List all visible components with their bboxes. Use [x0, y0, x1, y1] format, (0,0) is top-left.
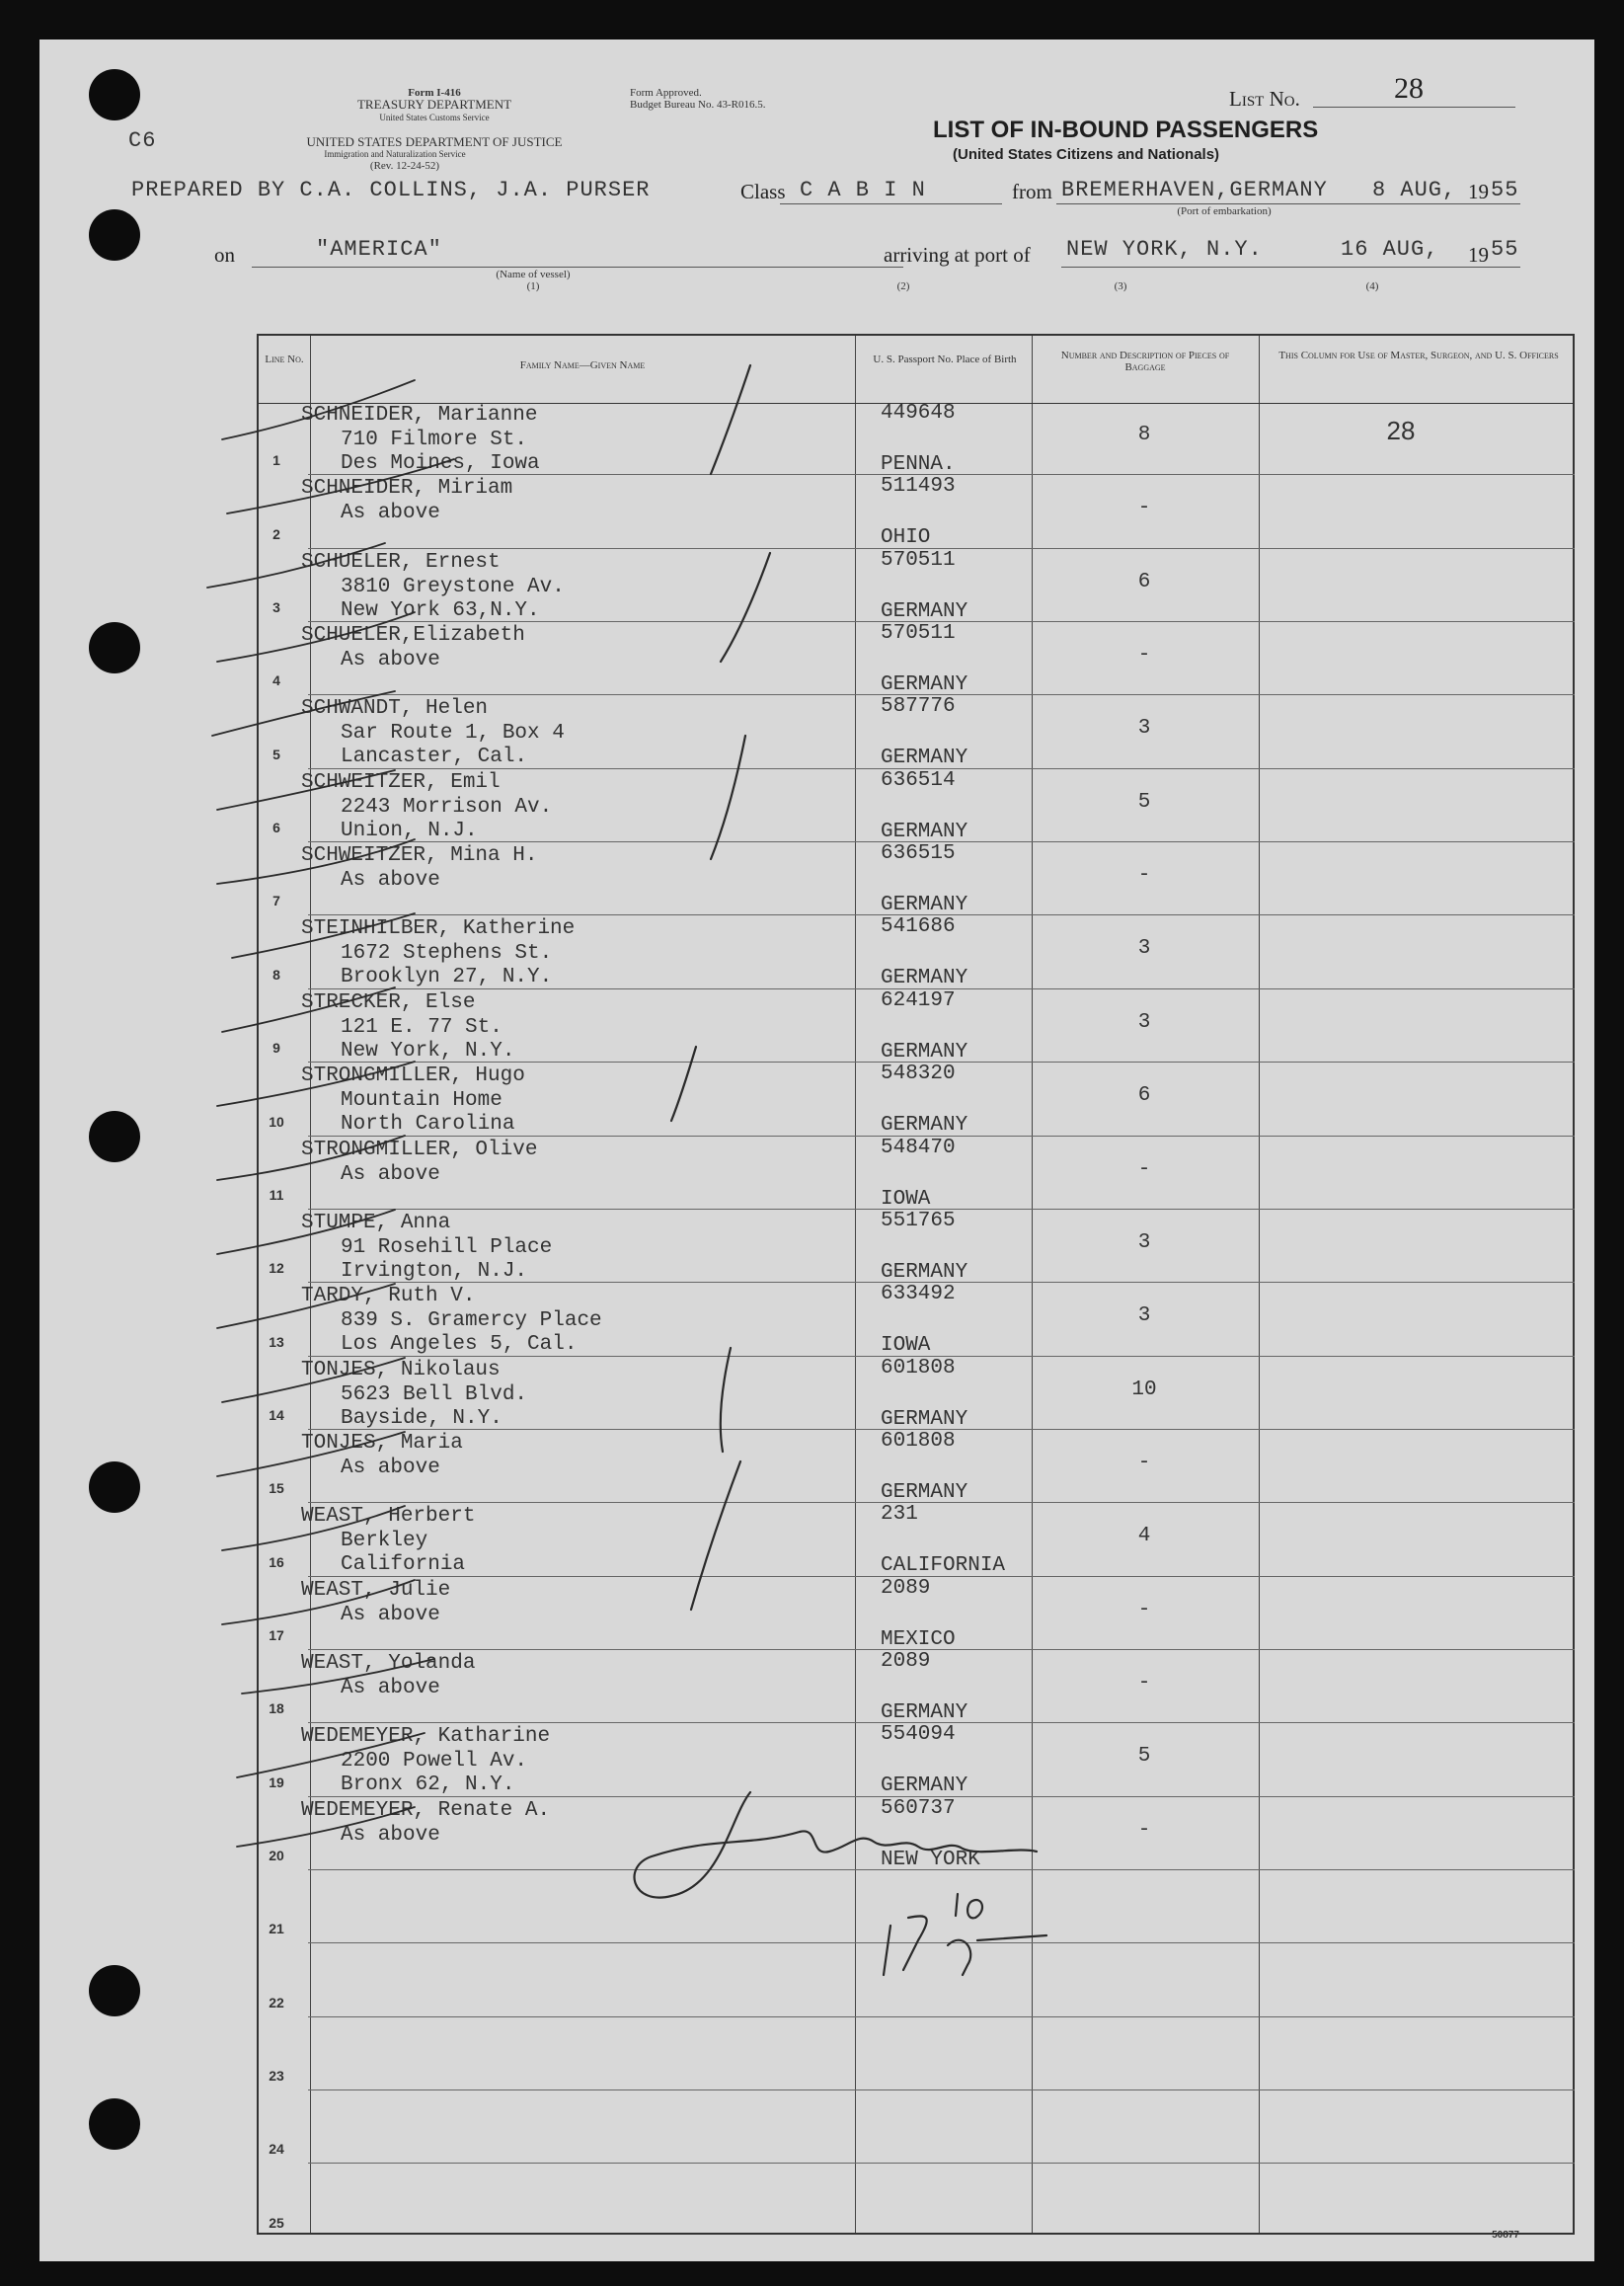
form-number: Form I-416	[408, 87, 461, 99]
passenger-address-1: 121 E. 77 St.	[341, 1015, 503, 1039]
handwritten-marks	[39, 39, 1594, 2261]
line-number: 9	[272, 1040, 280, 1057]
passenger-name: WEAST, Yolanda	[301, 1651, 476, 1675]
signature-stroke	[635, 1792, 1037, 1898]
time-stroke	[956, 1894, 982, 1918]
passenger-address-2: North Carolina	[341, 1113, 515, 1137]
passenger-address-1: As above	[341, 1162, 440, 1186]
passenger-name: WEDEMEYER, Renate A.	[301, 1798, 551, 1822]
row-check-stroke	[237, 1733, 425, 1777]
row-check-stroke	[217, 839, 415, 884]
passenger-name: STUMPE, Anna	[301, 1211, 451, 1234]
passenger-name: TONJES, Nikolaus	[301, 1358, 501, 1381]
time-stroke	[884, 1926, 890, 1975]
passenger-address-1: As above	[341, 1456, 440, 1479]
passenger-address-1: 1672 Stephens St.	[341, 942, 553, 966]
place-of-birth: CALIFORNIA	[881, 1554, 1006, 1578]
passenger-name: SCHUELER,Elizabeth	[301, 624, 525, 648]
passport-number: 449648	[881, 402, 956, 425]
passport-number: 570511	[881, 548, 956, 572]
row-check-stroke	[222, 987, 395, 1032]
baggage-count: -	[1137, 864, 1151, 888]
place-of-birth: GERMANY	[881, 599, 968, 623]
baggage-count: 3	[1137, 1230, 1151, 1254]
passenger-address-1: 91 Rosehill Place	[341, 1235, 553, 1259]
passenger-address-1: 5623 Bell Blvd.	[341, 1382, 528, 1406]
passenger-name: TARDY, Ruth V.	[301, 1285, 476, 1308]
passport-number: 231	[881, 1503, 918, 1527]
line-number: 5	[272, 746, 280, 762]
line-number: 15	[269, 1480, 284, 1497]
baggage-count: 3	[1137, 937, 1151, 961]
line-number: 14	[269, 1406, 284, 1423]
passenger-name: SCHWANDT, Helen	[301, 697, 489, 721]
row-check-stroke	[207, 543, 385, 588]
place-of-birth: IOWA	[881, 1187, 931, 1211]
passenger-address-1: 839 S. Gramercy Place	[341, 1309, 602, 1333]
passenger-address-2: Des Moines, Iowa	[341, 452, 540, 475]
from-label: from	[1012, 180, 1052, 203]
checkmark-stroke	[721, 553, 770, 662]
passenger-address-1: 710 Filmore St.	[341, 429, 528, 451]
time-stroke	[903, 1916, 927, 1970]
form-approved: Form Approved.	[630, 87, 702, 99]
column-header-name: Family Name—Given Name	[519, 359, 646, 371]
baggage-count: 8	[1137, 424, 1151, 446]
checkmark-stroke	[671, 1047, 696, 1121]
row-check-stroke	[212, 691, 395, 736]
place-of-birth: GERMANY	[881, 820, 968, 843]
passenger-address-1: As above	[341, 1676, 440, 1699]
passport-number: 601808	[881, 1356, 956, 1379]
passenger-address-2: Brooklyn 27, N.Y.	[341, 966, 553, 989]
passport-number: 511493	[881, 475, 956, 499]
passport-number: 551765	[881, 1209, 956, 1232]
class-label: Class	[740, 180, 786, 203]
baggage-count: 5	[1137, 1745, 1151, 1769]
prepared-by: PREPARED BY C.A. COLLINS, J.A. PURSER	[131, 178, 651, 202]
page-title: LIST OF IN-BOUND PASSENGERS	[933, 117, 1319, 143]
place-of-birth: IOWA	[881, 1334, 931, 1358]
passport-number: 560737	[881, 1796, 956, 1820]
line-number: 20	[269, 1848, 284, 1863]
baggage-count: 3	[1137, 1304, 1151, 1328]
baggage-count: 4	[1137, 1525, 1151, 1548]
line-number: 18	[269, 1700, 284, 1717]
baggage-count: 3	[1137, 717, 1151, 741]
port-embarkation-note: (Port of embarkation)	[1177, 205, 1272, 217]
passenger-name: STRONGMILLER, Olive	[301, 1138, 538, 1161]
list-number: 28	[1394, 72, 1424, 105]
passenger-name: SCHWEITZER, Emil	[301, 770, 501, 794]
line-number: 2	[272, 525, 280, 542]
place-of-birth: NEW YORK	[881, 1848, 980, 1871]
place-of-birth: OHIO	[881, 526, 931, 550]
row-check-stroke	[222, 1358, 405, 1402]
row-check-stroke	[217, 612, 415, 662]
line-number: 17	[269, 1626, 284, 1643]
revision-date: (Rev. 12-24-52)	[369, 160, 440, 172]
vessel-name: "AMERICA"	[316, 237, 442, 262]
customs-service: United States Customs Service	[379, 113, 490, 122]
row-check-stroke	[217, 1284, 395, 1328]
line-number: 8	[272, 966, 280, 983]
list-code: C6	[128, 128, 157, 153]
passenger-address-2: New York 63,N.Y.	[341, 598, 540, 622]
line-number: 4	[272, 672, 280, 689]
line-number: 24	[269, 2141, 284, 2158]
line-number: 1	[272, 452, 280, 469]
place-of-birth: GERMANY	[881, 894, 968, 917]
departure-year: 55	[1491, 178, 1519, 202]
passenger-address-2: Bronx 62, N.Y.	[341, 1774, 515, 1797]
passenger-address-1: As above	[341, 1603, 440, 1626]
baggage-count: -	[1137, 1671, 1151, 1695]
passenger-address-1: 2243 Morrison Av.	[341, 795, 553, 819]
checkmark-stroke	[691, 1461, 740, 1610]
passenger-address-2: New York, N.Y.	[341, 1039, 515, 1063]
line-number: 21	[269, 1921, 284, 1937]
pen-strokes	[635, 365, 1046, 1975]
budget-bureau: Budget Bureau No. 43-R016.5.	[630, 99, 766, 111]
baggage-count: -	[1137, 1451, 1151, 1474]
departure-date: 8 AUG,	[1372, 178, 1457, 202]
passenger-address-2: California	[341, 1553, 466, 1577]
column-header-baggage: Number and Description of Pieces of Baggage	[1060, 350, 1230, 373]
passenger-address-2: Union, N.J.	[341, 819, 478, 842]
document-page	[39, 39, 1594, 2261]
passenger-address-2: Irvington, N.J.	[341, 1259, 528, 1283]
place-of-birth: GERMANY	[881, 1774, 968, 1798]
column-header-officers: This Column for Use of Master, Surgeon, and U. S. Officers	[1278, 350, 1559, 361]
column-header-passport: U. S. Passport No. Place of Birth	[873, 354, 1017, 365]
checkmark-stroke	[711, 365, 750, 474]
row-check-stroke	[217, 1432, 405, 1476]
line-number: 16	[269, 1553, 284, 1570]
baggage-count: 6	[1137, 570, 1151, 593]
baggage-count: 5	[1137, 790, 1151, 814]
footer-code: 50877	[1492, 2230, 1519, 2241]
page-subtitle: (United States Citizens and Nationals)	[953, 146, 1220, 163]
line-number: 12	[269, 1260, 284, 1277]
line-number: 7	[272, 893, 280, 909]
baggage-count: -	[1137, 497, 1151, 520]
place-of-birth: MEXICO	[881, 1627, 956, 1651]
place-of-birth: GERMANY	[881, 673, 968, 697]
line-number: 3	[272, 599, 280, 616]
passport-number: 548470	[881, 1136, 956, 1159]
passenger-name: SCHWEITZER, Mina H.	[301, 844, 538, 868]
row-check-stroke	[222, 380, 415, 439]
line-number: 23	[269, 2068, 284, 2085]
passenger-name: SCHNEIDER, Miriam	[301, 477, 513, 501]
passenger-name: WEDEMEYER, Katharine	[301, 1725, 551, 1749]
port-of-embarkation: BREMERHAVEN,GERMANY	[1061, 178, 1328, 202]
passenger-address-1: As above	[341, 1823, 440, 1847]
passenger-name: SCHUELER, Ernest	[301, 550, 501, 574]
passport-number: 2089	[881, 1649, 931, 1673]
year-label: 19	[1468, 180, 1489, 203]
passport-number: 624197	[881, 988, 956, 1012]
row-check-stroke	[217, 770, 395, 810]
passenger-address-1: 2200 Powell Av.	[341, 1750, 528, 1774]
passenger-address-1: Mountain Home	[341, 1089, 503, 1113]
passport-number: 601808	[881, 1429, 956, 1453]
passenger-name: WEAST, Julie	[301, 1578, 451, 1602]
passenger-address-1: As above	[341, 869, 440, 893]
passenger-address-2: Lancaster, Cal.	[341, 746, 528, 769]
passenger-address-2: Bayside, N.Y.	[341, 1406, 503, 1430]
column-number-1: (1)	[526, 280, 540, 292]
row-check-stroke	[237, 1807, 415, 1847]
row-check-stroke	[222, 1580, 415, 1624]
passenger-name: STEINHILBER, Katherine	[301, 917, 576, 941]
line-number: 22	[269, 1994, 284, 2010]
list-no-label: List No.	[1229, 87, 1300, 111]
checkmark-stroke	[711, 736, 745, 859]
baggage-count: 10	[1131, 1378, 1157, 1401]
passport-number: 541686	[881, 915, 956, 939]
baggage-count: -	[1137, 1598, 1151, 1621]
row-check-stroke	[217, 1136, 405, 1180]
passenger-name: SCHNEIDER, Marianne	[301, 404, 538, 427]
row-check-stroke	[222, 1506, 405, 1550]
passport-number: 633492	[881, 1283, 956, 1306]
row-check-stroke	[227, 459, 454, 513]
port-of-arrival: NEW YORK, N.Y.	[1066, 237, 1263, 262]
column-number-3: (3)	[1114, 280, 1127, 292]
passenger-name: TONJES, Maria	[301, 1431, 463, 1455]
department-of-justice: UNITED STATES DEPARTMENT OF JUSTICE	[306, 134, 563, 149]
passport-number: 554094	[881, 1723, 956, 1747]
place-of-birth: PENNA.	[881, 453, 956, 476]
passenger-address-2: Los Angeles 5, Cal.	[341, 1333, 578, 1357]
line-number: 10	[269, 1113, 284, 1130]
passenger-address-1: Sar Route 1, Box 4	[341, 722, 565, 746]
officer-note: 28	[1386, 416, 1416, 445]
arrival-year: 55	[1491, 237, 1519, 262]
baggage-count: 3	[1137, 1010, 1151, 1034]
passenger-name: STRECKER, Else	[301, 990, 476, 1014]
passport-number: 636514	[881, 768, 956, 792]
passport-number: 587776	[881, 695, 956, 719]
place-of-birth: GERMANY	[881, 1040, 968, 1064]
place-of-birth: GERMANY	[881, 1480, 968, 1504]
baggage-count: -	[1137, 644, 1151, 668]
passport-number: 636515	[881, 842, 956, 866]
baggage-count: -	[1137, 1818, 1151, 1842]
handwritten-time	[869, 1940, 873, 1941]
row-check-strokes	[207, 380, 454, 1847]
row-check-stroke	[232, 913, 415, 958]
arrival-date: 16 AUG,	[1341, 237, 1439, 262]
passport-number: 570511	[881, 622, 956, 646]
arrival-year-label: 19	[1468, 243, 1489, 267]
passport-number: 2089	[881, 1576, 931, 1600]
line-number: 19	[269, 1774, 284, 1790]
place-of-birth: GERMANY	[881, 1700, 968, 1724]
vessel-note: (Name of vessel)	[496, 269, 571, 280]
checkmark-stroke	[721, 1348, 731, 1452]
column-number-4: (4)	[1365, 280, 1379, 292]
line-number: 25	[269, 2214, 284, 2231]
passenger-name: STRONGMILLER, Hugo	[301, 1064, 525, 1088]
baggage-count: -	[1137, 1157, 1151, 1181]
place-of-birth: GERMANY	[881, 1114, 968, 1138]
passenger-address-1: 3810 Greystone Av.	[341, 575, 565, 598]
place-of-birth: GERMANY	[881, 967, 968, 990]
treasury-department: TREASURY DEPARTMENT	[356, 97, 512, 112]
line-number: 11	[269, 1186, 284, 1203]
passenger-address-1: As above	[341, 502, 440, 525]
line-number: 6	[272, 820, 280, 836]
immigration-service: Immigration and Naturalization Service	[324, 149, 466, 159]
passport-number: 548320	[881, 1063, 956, 1086]
place-of-birth: GERMANY	[881, 1260, 968, 1284]
place-of-birth: GERMANY	[881, 747, 968, 770]
column-number-2: (2)	[896, 280, 910, 292]
passenger-address-1: Berkley	[341, 1530, 428, 1553]
passenger-address-1: As above	[341, 649, 440, 672]
time-stroke	[948, 1935, 1046, 1975]
baggage-count: 6	[1137, 1084, 1151, 1108]
class-value: C A B I N	[800, 178, 926, 202]
row-check-stroke	[217, 1062, 415, 1106]
place-of-birth: GERMANY	[881, 1407, 968, 1431]
row-check-stroke	[242, 1659, 434, 1694]
on-label: on	[214, 243, 235, 267]
row-check-stroke	[217, 1210, 395, 1254]
arriving-label: arriving at port of	[884, 243, 1031, 267]
line-number: 13	[269, 1333, 284, 1350]
passenger-name: WEAST, Herbert	[301, 1505, 476, 1529]
column-header-line-no: Line No.	[265, 354, 304, 365]
